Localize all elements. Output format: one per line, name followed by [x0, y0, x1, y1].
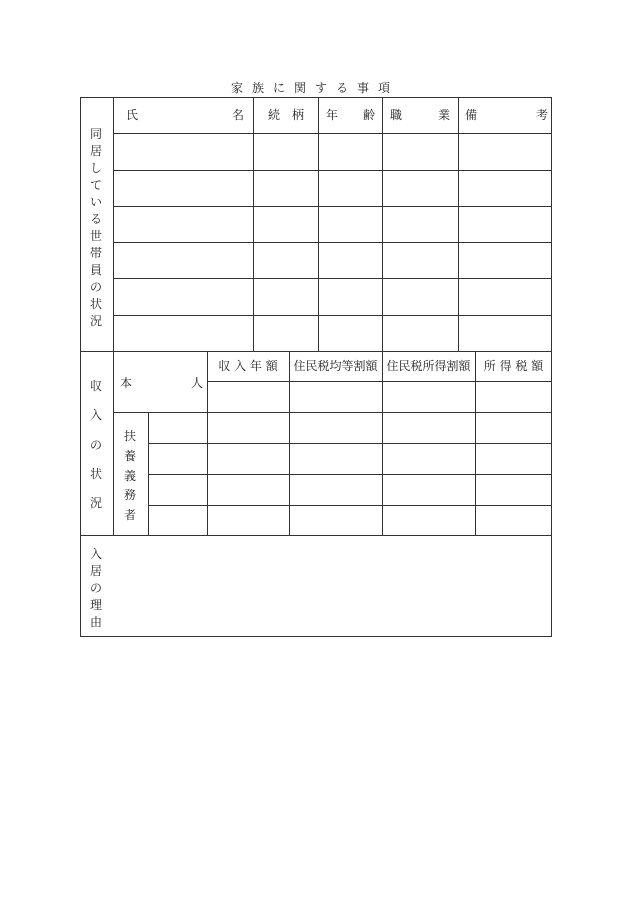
- col-line: [382, 97, 383, 351]
- label-char: 入: [89, 408, 102, 423]
- label-char: い: [89, 195, 102, 209]
- label-char: 同: [89, 127, 102, 141]
- row-line: [113, 170, 552, 171]
- label-char: の: [89, 280, 102, 294]
- label-char: 由: [89, 615, 102, 629]
- header-name-right: 名: [232, 108, 245, 122]
- row-line: [113, 278, 552, 279]
- col-line: [458, 97, 459, 351]
- label-char: 世: [89, 229, 102, 243]
- row-line: [113, 133, 552, 134]
- header-relation: 続 柄: [267, 108, 304, 122]
- col-line: [382, 351, 383, 535]
- header-job-right: 業: [438, 108, 451, 122]
- label-char: る: [89, 212, 102, 226]
- honnin-left: 本: [120, 376, 133, 390]
- label-char: 状: [89, 297, 102, 311]
- header-age-right: 齢: [363, 108, 376, 122]
- label-char: 入: [89, 547, 102, 561]
- col-line: [318, 97, 319, 351]
- header-income-tax: 所 得 税 額: [483, 359, 544, 373]
- income-side-label: [88, 377, 104, 511]
- label-char: 義: [123, 468, 136, 483]
- label-char: 況: [89, 314, 102, 328]
- label-char: 者: [123, 508, 136, 522]
- label-char: て: [89, 178, 102, 192]
- label-char: 務: [123, 488, 136, 503]
- household-side-label: [88, 125, 104, 328]
- label-char: の: [89, 581, 102, 595]
- col-line: [289, 351, 290, 535]
- honnin-right: 人: [191, 376, 204, 390]
- form-title: 家族に関する事項: [230, 81, 399, 95]
- dependents-label: [122, 427, 138, 523]
- label-char: し: [89, 161, 102, 175]
- row-line: [113, 412, 552, 413]
- section-line: [80, 351, 552, 352]
- row-line: [148, 474, 552, 475]
- row-line: [113, 242, 552, 243]
- row-line: [207, 381, 552, 382]
- label-char: 員: [89, 263, 102, 277]
- row-line: [113, 315, 552, 316]
- label-char: 養: [123, 448, 136, 463]
- label-char: 収: [89, 379, 102, 393]
- header-age-left: 年: [326, 108, 339, 122]
- family-info-form: [80, 97, 552, 637]
- label-char: 帯: [89, 246, 102, 260]
- section-line: [80, 535, 552, 536]
- label-char: 状: [89, 466, 102, 481]
- header-note-left: 備: [465, 108, 478, 122]
- reason-side-label: [88, 545, 104, 629]
- header-equal-tax: 住民税均等割額: [293, 359, 378, 373]
- header-name-left: 氏: [126, 108, 139, 122]
- label-char: 居: [89, 564, 102, 578]
- col-line: [253, 97, 254, 351]
- row-line: [113, 206, 552, 207]
- header-note-right: 考: [536, 108, 549, 122]
- label-char: 況: [89, 496, 102, 510]
- side-divider: [113, 97, 114, 535]
- header-income: 収 入 年 額: [218, 359, 278, 373]
- label-char: 居: [89, 144, 102, 158]
- label-char: 理: [89, 598, 102, 612]
- row-line: [148, 505, 552, 506]
- header-income-tax-res: 住民税所得割額: [386, 359, 471, 373]
- col-line: [148, 412, 149, 535]
- col-line: [207, 351, 208, 535]
- row-line: [148, 443, 552, 444]
- label-char: 扶: [123, 429, 136, 443]
- col-line: [475, 351, 476, 535]
- header-job-left: 職: [390, 108, 403, 122]
- label-char: の: [89, 437, 102, 452]
